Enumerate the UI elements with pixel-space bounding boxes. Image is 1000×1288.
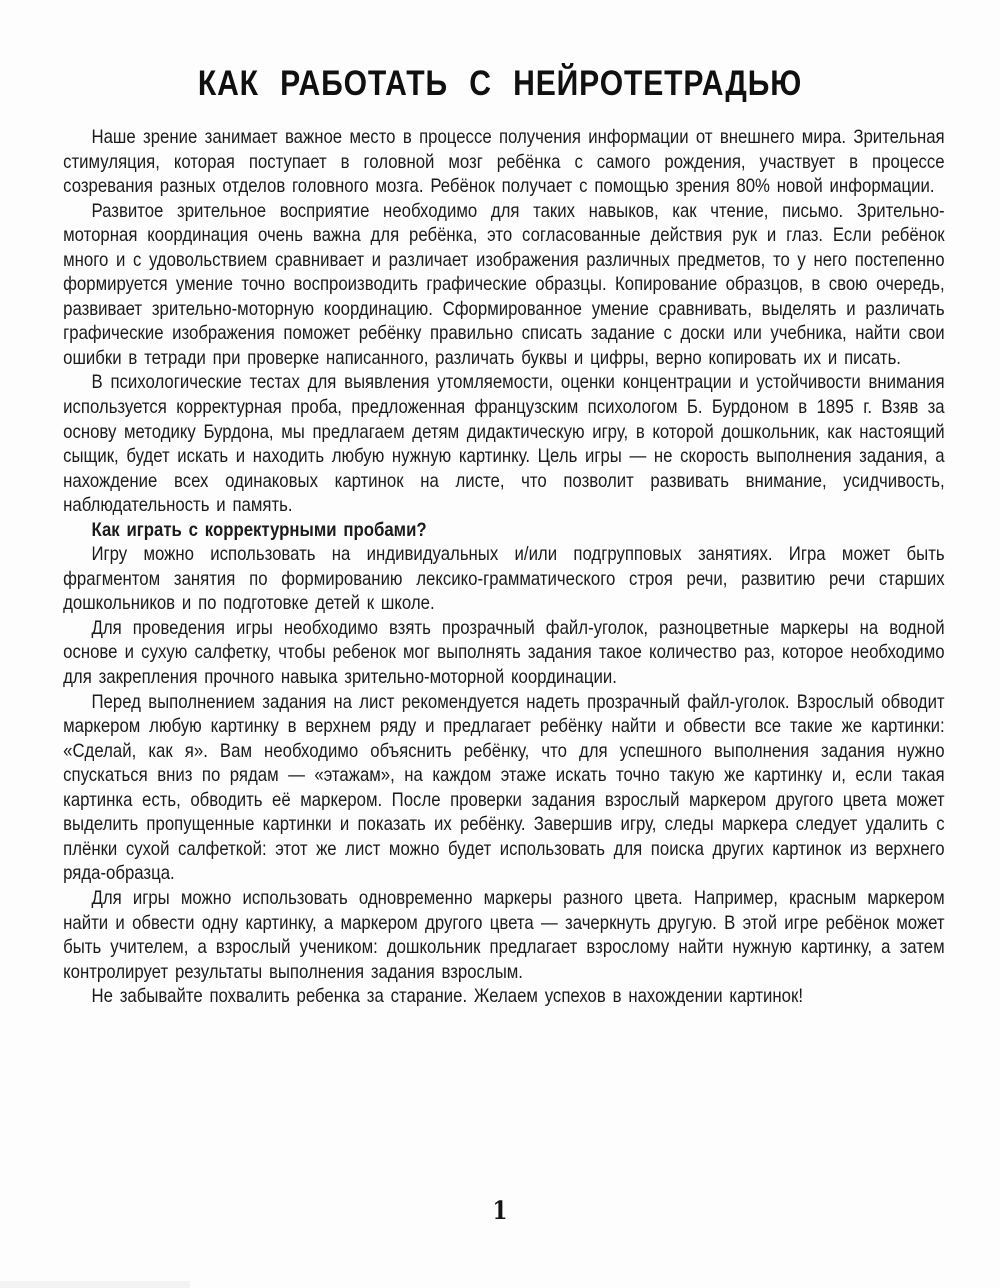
body-text: [0, 125, 999, 1009]
page-number: 1: [492, 1196, 508, 1225]
paragraph-praise-child: Не забывайте похвалить ребенка за старание. Желаем успехов в нахождении картинок!: [91, 985, 804, 1008]
scan-edge-artifact: [0, 1281, 190, 1288]
paragraph-usage-sessions: Игру можно использовать на индивидуальных и/или подгрупповых занятиях. Игра может быть фрагментом занятия по формированию лексико-грамматического строя речи, развитию речи старших дошкольников и по подготовке детей к школе.: [63, 543, 945, 615]
paragraph-bourdon-test: В психологические тестах для выявления утомляемости, оценки концентрации и устойчивости внимания используется корректурная проба, предложенная французским психологом Б. Бурдоном в 1895 г. Взяв за основу методику Бурдона, мы предлагаем детям дидактическую игру, в которой дошкольник, как настоящий сыщик, будет искать и находить любую нужную картинку. Цель игры — не скорость выполнения задания, а нахождение всех одинаковых картинок на листе, что позволит развивать внимание, усидчивость, наблюдательность и память.: [63, 371, 945, 517]
paragraph-marker-colors: Для игры можно использовать одновременно маркеры разного цвета. Например, красным маркером найти и обвести одну картинку, а маркером другого цвета — зачеркнуть другую. В этой игре ребёнок может быть учителем, а взрослый учеником: дошкольник предлагает взрослому найти нужную картинку, а затем контролирует результаты выполнения задания взрослым.: [63, 886, 945, 983]
section-heading-how-to-play: Как играть с корректурными пробами?: [91, 518, 427, 541]
paragraph-visual-perception: Развитое зрительное восприятие необходимо для таких навыков, как чтение, письмо. Зрительно-моторная координация очень важна для ребёнка, это согласованные действия рук и глаз. Если ребёнок много и с удовольствием сравнивает и различает изображения различных предметов, то у него постепенно формируется умение точно воспроизводить графические образцы. Копирование образцов, в свою очередь, развивает зрительно-моторную координацию. Сформированное умение сравнивать, выделять и различать графические изображения поможет ребёнку правильно списать задание с доски или учебника, найти свои ошибки в тетради при проверке написанного, различать буквы и цифры, верно копировать их и писать.: [63, 199, 945, 369]
paragraph-materials-needed: Для проведения игры необходимо взять прозрачный файл-уголок, разноцветные маркеры на водной основе и сухую салфетку, чтобы ребенок мог выполнять задания такое количество раз, которое необходимо для закрепления прочного навыка зрительно-моторной координации.: [63, 616, 945, 689]
paragraph-task-instructions: Перед выполнением задания на лист рекомендуется надеть прозрачный файл-уголок. Взрослый обводит маркером любую картинку в верхнем ряду и предлагает ребёнку найти и обвести все такие же картинки: «Сделай, как я». Вам необходимо объяснить ребёнку, что для успешного выполнения задания нужно спускаться вниз по рядам — «этажам», на каждом этаже искать точно такую же картинку и, если такая картинка есть, обводить её маркером. После проверки задания взрослый маркером другого цвета может выделить пропущенные картинки и показать их ребёнку. Завершив игру, следы маркера следует удалить с плёнки сухой салфеткой: этот же лист можно будет использовать для поиска других картинок из верхнего ряда-образца.: [63, 690, 945, 885]
paragraph-intro-vision: Наше зрение занимает важное место в процессе получения информации от внешнего мира. Зрительная стимуляция, которая поступает в головной мозг ребёнка с самого рождения, участвует в процессе созревания разных отделов головного мозга. Ребёнок получает с помощью зрения 80% новой информации.: [63, 126, 945, 198]
page-title: КАК РАБОТАТЬ С НЕЙРОТЕТРАДЬЮ: [197, 64, 803, 103]
